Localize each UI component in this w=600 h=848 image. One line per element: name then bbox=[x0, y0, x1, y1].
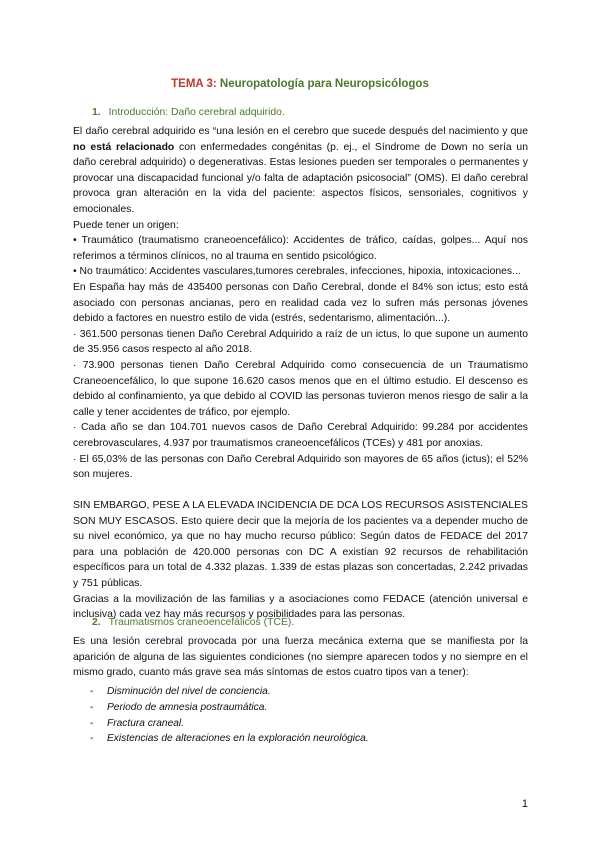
section-1-heading bbox=[92, 107, 285, 118]
section-2-title: Traumatismos craneoencefálicos (TCE). bbox=[108, 617, 295, 628]
intro-block bbox=[73, 124, 528, 280]
resources-paragraph: SIN EMBARGO, PESE A LA ELEVADA INCIDENCIA DE DCA LOS RECURSOS ASISTENCIALES SON MUY ESCASOS. Esto quiere decir que la mejoría de los pacientes va a depender mucho de su nivel económico, ya que no hay mucho recurso público: Según datos de FEDACE del 2017 para una población de 420.000 personas con DC A existían 92 recursos de rehabilitación específicos para un total de 4.332 plazas. 1.339 de estas plazas son concertadas, 2.242 privadas y 751 públicas. bbox=[73, 500, 528, 589]
bullet-traumatic: • Traumático (traumatismo craneoencefálico): Accidentes de tráfico, caídas, golpes... Aquí nos referimos a términos clínicos, no al trauma en sentido psicológico. bbox=[73, 235, 528, 262]
section-2-number: 2. bbox=[92, 617, 101, 628]
page-title bbox=[0, 78, 600, 90]
statistics-block bbox=[73, 280, 528, 483]
origin-line: Puede tener un origen: bbox=[73, 219, 179, 231]
intro-text-a: El daño cerebral adquirido es “una lesión en el cerebro que sucede después del nacimiento y que bbox=[73, 126, 528, 137]
section-1-number: 1. bbox=[92, 107, 101, 118]
tce-paragraph: Es una lesión cerebral provocada por una fuerza mecánica externa que se manifiesta por la aparición de alguna de las siguientes condiciones (no siempre aparecen todos y no siempre en el mismo grado, cuanto más grave sea más síntomas de estos cuatro tipos van a tener): bbox=[73, 636, 528, 679]
list-item bbox=[73, 716, 528, 732]
dash-bullet: - bbox=[90, 717, 94, 729]
list-item bbox=[73, 731, 528, 747]
intro-paragraph bbox=[73, 124, 528, 218]
list-item-text: Existencias de alteraciones en la exploración neurológica. bbox=[107, 733, 369, 745]
intro-text-b: con enfermedades congénitas (p. ej., el Síndrome de Down no sería un daño cerebral adquirido) o degenerativas. Estas lesiones pueden ser temporales o permanentes y provocar una discapacidad funcional y/o falta de adaptación psicosocial” (OMS). El daño cerebral provoca gran alteración en la vida del paciente: aspectos físicos, sensoriales, cognitivos y emocionales. bbox=[73, 141, 528, 215]
list-item-text: Fractura craneal. bbox=[107, 717, 185, 729]
tce-conditions-list bbox=[73, 684, 528, 747]
list-item-text: Periodo de amnesia postraumática. bbox=[107, 701, 268, 713]
list-item-text: Disminución del nivel de conciencia. bbox=[107, 686, 271, 697]
stat-age: · El 65,03% de las personas con Daño Cerebral Adquirido son mayores de 65 años (ictus); el 52% son mujeres. bbox=[73, 453, 528, 481]
stats-paragraph: En España hay más de 435400 personas con Daño Cerebral, donde el 84% son ictus; esto está asociado con personas ancianas, pero en realidad cada vez lo sufren más personas jóvenes debido a factores en nuestro estilo de vida (estrés, sedentarismo, alimentación...). bbox=[73, 282, 528, 325]
list-item bbox=[73, 700, 528, 716]
title-prefix: TEMA 3: bbox=[171, 78, 217, 90]
title-text: Neuropatología para Neuropsicólogos bbox=[216, 78, 429, 90]
stat-tce: · 73.900 personas tienen Daño Cerebral Adquirido como consecuencia de un Traumatismo Craneoencefálico, lo que supone 16.620 casos menos que en el último estudio. El descenso es debido al confinamiento, ya que debido al COVID las personas tuvieron menos riesgo de salir a la calle y tener accidentes de tráfico, por ejemplo. bbox=[73, 359, 528, 418]
section-2-heading bbox=[92, 617, 294, 628]
fedace-paragraph: Gracias a la movilización de las familias y a asociaciones como FEDACE (atención universal e inclusiva) cada vez hay más recursos y posibilidades para las personas. bbox=[73, 593, 528, 621]
resources-block bbox=[73, 498, 528, 623]
dash-bullet: - bbox=[90, 701, 94, 713]
intro-text-bold: no está relacionado bbox=[73, 141, 175, 153]
list-item bbox=[73, 684, 528, 700]
dash-bullet: - bbox=[90, 686, 94, 697]
page-number: 1 bbox=[521, 798, 528, 810]
dash-bullet: - bbox=[90, 733, 94, 745]
stat-ictus: · 361.500 personas tienen Daño Cerebral Adquirido a raíz de un ictus, lo que supone un aumento de 35.956 casos respecto al año 2018. bbox=[73, 328, 528, 356]
section-1-title: Introducción: Daño cerebral adquirido. bbox=[108, 107, 285, 118]
stat-new-cases: · Cada año se dan 104.701 nuevos casos de Daño Cerebral Adquirido: 99.284 por accidentes cerebrovasculares, 4.937 por traumatismos craneoencefálicos (TCEs) y 481 por anoxias. bbox=[73, 422, 528, 449]
tce-definition bbox=[73, 634, 528, 681]
bullet-non-traumatic: • No traumático: Accidentes vasculares,tumores cerebrales, infecciones, hipoxia, intoxicaciones... bbox=[73, 266, 521, 278]
